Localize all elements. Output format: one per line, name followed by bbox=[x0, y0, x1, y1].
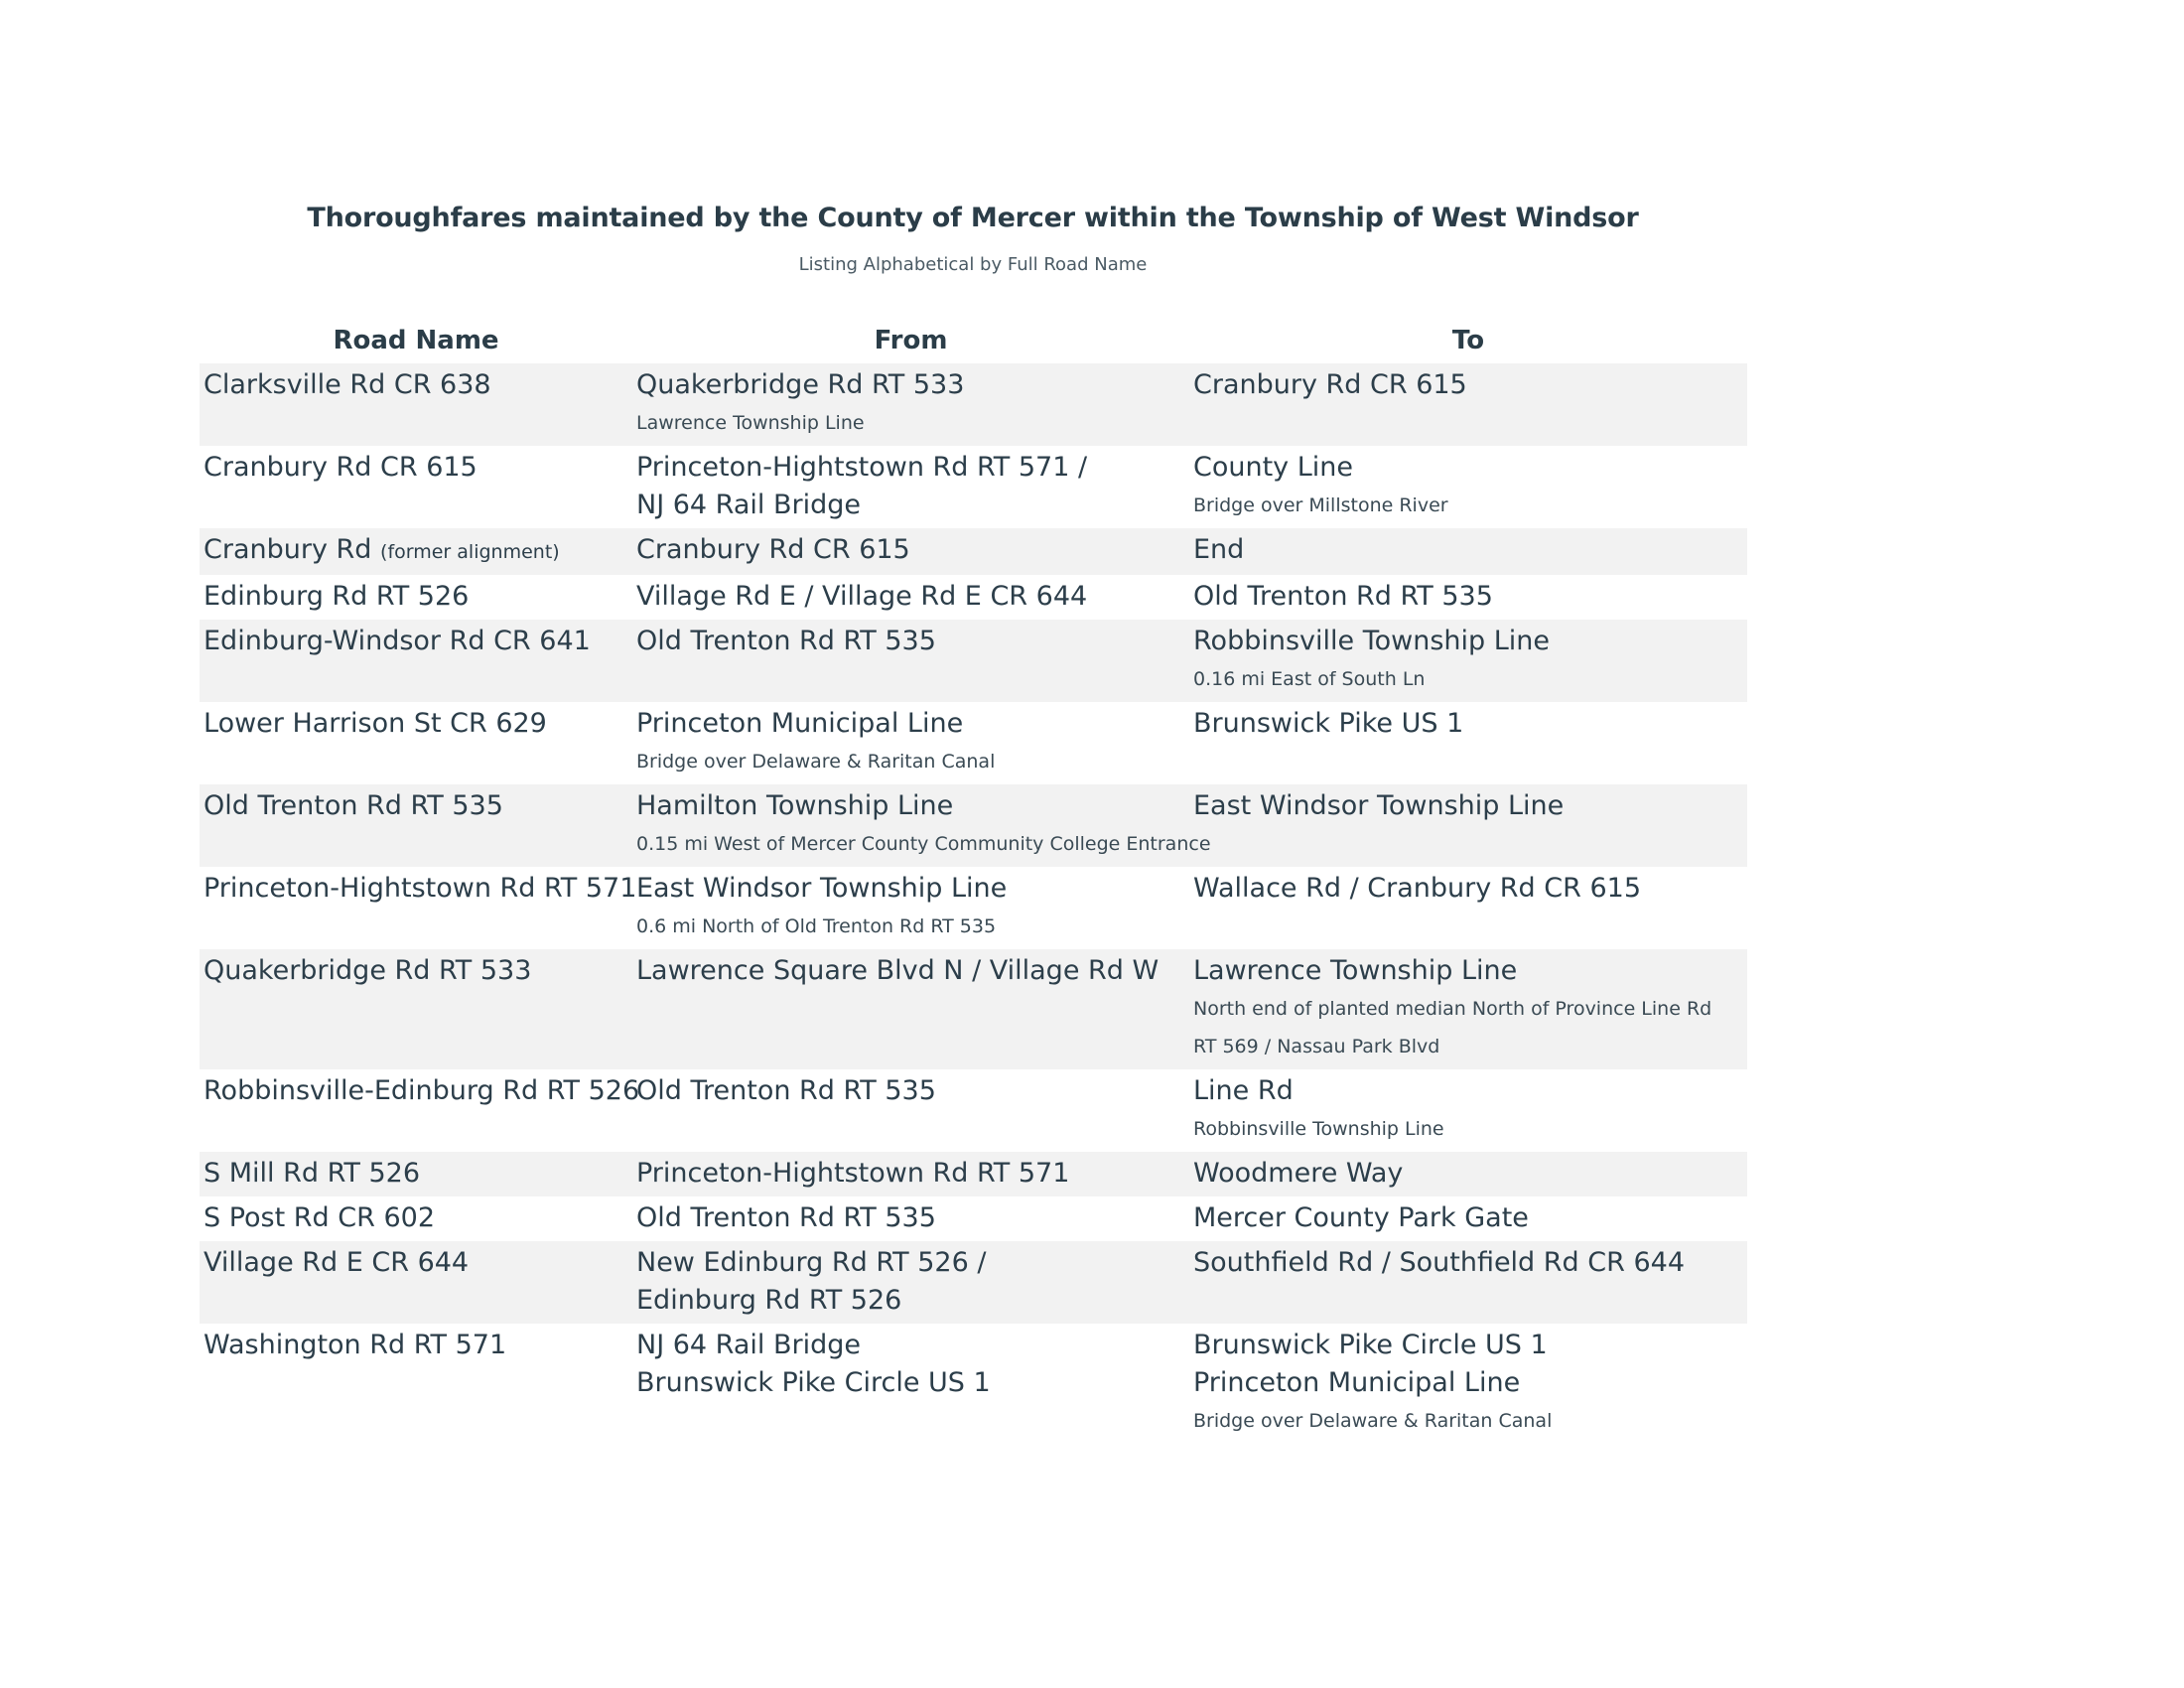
from-value: Hamilton Township Line bbox=[636, 790, 954, 821]
to-cell bbox=[1189, 867, 1747, 949]
table-row bbox=[200, 1324, 1747, 1444]
from-value: East Windsor Township Line bbox=[636, 873, 1008, 904]
to-value: Woodmere Way bbox=[1193, 1158, 1404, 1189]
to-cell bbox=[1189, 575, 1747, 620]
from-cell bbox=[632, 949, 1189, 1069]
road-name-cell bbox=[200, 784, 632, 867]
table-row bbox=[200, 1152, 1747, 1196]
from-value: Old Trenton Rd RT 535 bbox=[636, 1075, 936, 1106]
from-cell bbox=[632, 1152, 1189, 1196]
from-cell bbox=[632, 1069, 1189, 1152]
from-cell bbox=[632, 1196, 1189, 1241]
table-row bbox=[200, 1196, 1747, 1241]
to-note: 0.16 mi East of South Ln bbox=[1193, 668, 1426, 690]
from-cell bbox=[632, 620, 1189, 702]
table-row bbox=[200, 1069, 1747, 1152]
from-value-line2: NJ 64 Rail Bridge bbox=[636, 490, 861, 520]
to-value: Wallace Rd / Cranbury Rd CR 615 bbox=[1193, 873, 1641, 904]
to-value-line2: Princeton Municipal Line bbox=[1193, 1367, 1521, 1398]
road-name-cell bbox=[200, 702, 632, 784]
to-note: North end of planted median North of Province Line Rd RT 569 / Nassau Park Blvd bbox=[1193, 998, 1712, 1057]
from-value: Lawrence Square Blvd N / Village Rd W bbox=[636, 955, 1160, 986]
from-value: New Edinburg Rd RT 526 / bbox=[636, 1247, 987, 1278]
from-value: Village Rd E / Village Rd E CR 644 bbox=[636, 581, 1088, 612]
to-note: Robbinsville Township Line bbox=[1193, 1118, 1444, 1140]
road-name: Edinburg-Windsor Rd CR 641 bbox=[204, 626, 591, 656]
to-cell bbox=[1189, 1324, 1747, 1444]
road-name: Village Rd E CR 644 bbox=[204, 1247, 470, 1278]
table-row bbox=[200, 702, 1747, 784]
table-row bbox=[200, 784, 1747, 867]
road-name-cell bbox=[200, 620, 632, 702]
header-from: From bbox=[874, 326, 948, 355]
road-name-cell bbox=[200, 363, 632, 446]
from-value: Old Trenton Rd RT 535 bbox=[636, 1202, 936, 1233]
from-value: Princeton-Hightstown Rd RT 571 / bbox=[636, 452, 1088, 483]
to-value: Old Trenton Rd RT 535 bbox=[1193, 581, 1493, 612]
road-name-cell bbox=[200, 528, 632, 575]
from-value: Princeton-Hightstown Rd RT 571 bbox=[636, 1158, 1070, 1189]
to-note: Bridge over Delaware & Raritan Canal bbox=[1193, 1410, 1553, 1432]
road-name: Washington Rd RT 571 bbox=[204, 1330, 507, 1360]
road-name-cell bbox=[200, 1241, 632, 1324]
road-name: Cranbury Rd CR 615 bbox=[204, 452, 478, 483]
page-subtitle: Listing Alphabetical by Full Road Name bbox=[798, 254, 1148, 275]
to-cell bbox=[1189, 620, 1747, 702]
to-value: End bbox=[1193, 534, 1245, 565]
to-cell bbox=[1189, 1241, 1747, 1324]
from-value-line2: Edinburg Rd RT 526 bbox=[636, 1285, 902, 1316]
to-note: Bridge over Millstone River bbox=[1193, 494, 1448, 516]
from-value: NJ 64 Rail Bridge bbox=[636, 1330, 861, 1360]
from-value-line2: Brunswick Pike Circle US 1 bbox=[636, 1367, 991, 1398]
from-note: Bridge over Delaware & Raritan Canal bbox=[636, 751, 996, 773]
to-cell bbox=[1189, 1196, 1747, 1241]
roads-table bbox=[200, 363, 1747, 1444]
table-row bbox=[200, 575, 1747, 620]
to-cell bbox=[1189, 702, 1747, 784]
road-name-cell bbox=[200, 1152, 632, 1196]
road-name: Princeton-Hightstown Rd RT 571 bbox=[204, 873, 637, 904]
to-cell bbox=[1189, 949, 1747, 1069]
to-value: County Line bbox=[1193, 452, 1354, 483]
to-cell bbox=[1189, 446, 1747, 528]
road-name-cell bbox=[200, 1069, 640, 1152]
table-row bbox=[200, 867, 1747, 949]
from-cell bbox=[632, 363, 1189, 446]
from-cell bbox=[632, 575, 1189, 620]
table-row bbox=[200, 363, 1747, 446]
table-header bbox=[200, 326, 1747, 363]
road-name-cell bbox=[200, 575, 632, 620]
from-cell bbox=[632, 702, 1189, 784]
to-cell bbox=[1189, 363, 1747, 446]
from-note: Lawrence Township Line bbox=[636, 412, 865, 434]
road-name-cell bbox=[200, 949, 632, 1069]
table-row bbox=[200, 949, 1747, 1069]
header-to: To bbox=[1451, 326, 1485, 355]
road-name: Cranbury Rd bbox=[204, 534, 372, 565]
to-value: Brunswick Pike US 1 bbox=[1193, 708, 1464, 739]
table-row bbox=[200, 1241, 1747, 1324]
road-name-cell bbox=[200, 1196, 632, 1241]
to-cell bbox=[1189, 528, 1747, 575]
from-cell bbox=[632, 1241, 1189, 1324]
to-value: Lawrence Township Line bbox=[1193, 955, 1518, 986]
to-value: Robbinsville Township Line bbox=[1193, 626, 1550, 656]
table-row bbox=[200, 528, 1747, 575]
road-name: Lower Harrison St CR 629 bbox=[204, 708, 547, 739]
to-value: Line Rd bbox=[1193, 1075, 1294, 1106]
from-value: Old Trenton Rd RT 535 bbox=[636, 626, 936, 656]
road-name-note: (former alignment) bbox=[380, 541, 560, 563]
to-value: Cranbury Rd CR 615 bbox=[1193, 369, 1467, 400]
road-name: S Post Rd CR 602 bbox=[204, 1202, 436, 1233]
road-name-cell bbox=[200, 1324, 632, 1444]
to-value: East Windsor Township Line bbox=[1193, 790, 1565, 821]
road-name-cell bbox=[200, 446, 632, 528]
from-cell bbox=[632, 528, 1189, 575]
to-cell bbox=[1189, 1069, 1747, 1152]
road-name: Edinburg Rd RT 526 bbox=[204, 581, 470, 612]
road-name: Robbinsville-Edinburg Rd RT 526 bbox=[204, 1075, 640, 1106]
table-row bbox=[200, 620, 1747, 702]
header-road-name: Road Name bbox=[333, 326, 499, 355]
table-row bbox=[200, 446, 1747, 528]
from-note: 0.15 mi West of Mercer County Community College Entrance bbox=[636, 833, 1211, 855]
from-cell bbox=[632, 1324, 1189, 1444]
from-value: Quakerbridge Rd RT 533 bbox=[636, 369, 965, 400]
road-name: Quakerbridge Rd RT 533 bbox=[204, 955, 532, 986]
road-name: S Mill Rd RT 526 bbox=[204, 1158, 420, 1189]
from-value: Princeton Municipal Line bbox=[636, 708, 964, 739]
from-note: 0.6 mi North of Old Trenton Rd RT 535 bbox=[636, 915, 997, 937]
to-cell bbox=[1189, 1152, 1747, 1196]
road-name-cell bbox=[200, 867, 637, 949]
from-cell bbox=[632, 784, 1211, 867]
to-value: Mercer County Park Gate bbox=[1193, 1202, 1529, 1233]
road-name: Old Trenton Rd RT 535 bbox=[204, 790, 503, 821]
to-value: Brunswick Pike Circle US 1 bbox=[1193, 1330, 1548, 1360]
page-title: Thoroughfares maintained by the County of Mercer within the Township of West Windsor bbox=[307, 203, 1639, 233]
to-cell bbox=[1189, 784, 1747, 867]
from-cell bbox=[632, 446, 1189, 528]
from-value: Cranbury Rd CR 615 bbox=[636, 534, 910, 565]
to-value: Southfield Rd / Southfield Rd CR 644 bbox=[1193, 1247, 1685, 1278]
from-cell bbox=[632, 867, 1189, 949]
road-name: Clarksville Rd CR 638 bbox=[204, 369, 491, 400]
